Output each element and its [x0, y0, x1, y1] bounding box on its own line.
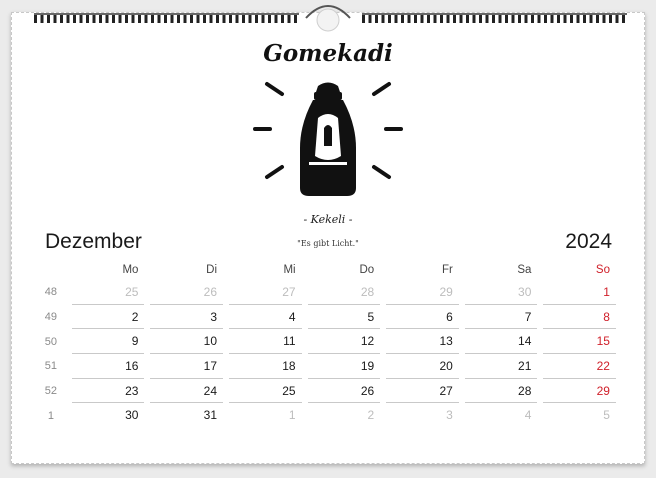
- day-number: 26: [360, 383, 375, 398]
- day-number: 15: [596, 334, 610, 349]
- day-number: 14: [518, 334, 532, 349]
- spiral-ring: [453, 14, 456, 23]
- spiral-ring: [47, 14, 50, 23]
- spiral-ring: [401, 14, 404, 23]
- spiral-ring: [197, 14, 200, 23]
- day-cell[interactable]: [72, 379, 145, 404]
- spiral-ring: [151, 14, 154, 23]
- spiral-ring: [466, 14, 469, 23]
- day-number: 28: [518, 383, 532, 398]
- day-cell[interactable]: [543, 354, 616, 379]
- day-number: 4: [288, 309, 296, 324]
- day-number: 10: [203, 334, 218, 349]
- weekday-fr: Fr: [441, 264, 453, 276]
- spiral-ring: [99, 14, 102, 23]
- spiral-ring: [275, 14, 278, 23]
- day-number: 23: [125, 383, 139, 398]
- spiral-ring: [41, 14, 44, 23]
- week-number: 50: [44, 335, 58, 348]
- day-number: 24: [203, 383, 218, 398]
- week-number: 49: [44, 311, 58, 324]
- year-label: 2024: [565, 230, 612, 253]
- week-row: [36, 305, 616, 330]
- spiral-ring: [138, 14, 141, 23]
- week-row: [36, 403, 616, 428]
- spiral-ring: [171, 14, 174, 23]
- spiral-ring: [577, 14, 580, 23]
- day-cell[interactable]: [72, 280, 145, 305]
- spiral-ring: [210, 14, 213, 23]
- day-cell[interactable]: [308, 403, 381, 428]
- spiral-ring: [249, 14, 252, 23]
- spiral-ring: [460, 14, 463, 23]
- day-number: 3: [446, 408, 453, 423]
- spiral-ring: [216, 14, 219, 23]
- calendar-title: Gomekadi: [263, 40, 393, 67]
- day-cell[interactable]: [72, 354, 145, 379]
- spiral-ring: [570, 14, 573, 23]
- spiral-ring: [616, 14, 619, 23]
- month-grid: [36, 260, 616, 428]
- day-cell[interactable]: [150, 403, 223, 428]
- day-cell[interactable]: [308, 354, 381, 379]
- spiral-ring: [132, 14, 135, 23]
- day-cell[interactable]: [150, 305, 223, 330]
- spiral-ring: [583, 14, 586, 23]
- spiral-ring: [112, 14, 115, 23]
- week-number: 1: [47, 409, 54, 422]
- day-number: 19: [360, 359, 375, 374]
- day-number: 13: [439, 334, 453, 349]
- week-row: [36, 379, 616, 404]
- spiral-ring: [268, 14, 271, 23]
- spiral-ring: [512, 14, 515, 23]
- week-number: 48: [44, 286, 58, 299]
- spiral-ring: [177, 14, 180, 23]
- day-number: 29: [596, 383, 610, 398]
- day-cell[interactable]: [465, 329, 538, 354]
- day-number: 31: [203, 408, 218, 423]
- spiral-ring: [479, 14, 482, 23]
- spiral-ring: [603, 14, 606, 23]
- day-cell[interactable]: [386, 329, 459, 354]
- spiral-ring: [622, 14, 625, 23]
- day-cell[interactable]: [386, 305, 459, 330]
- spiral-ring: [294, 14, 297, 23]
- day-number: 6: [446, 309, 453, 324]
- day-number: 18: [282, 359, 296, 374]
- spiral-ring: [440, 14, 443, 23]
- day-cell[interactable]: [308, 280, 381, 305]
- illustration-quote: "Es gibt Licht.": [297, 239, 359, 248]
- day-cell[interactable]: [386, 354, 459, 379]
- day-cell[interactable]: [465, 305, 538, 330]
- day-cell[interactable]: [465, 403, 538, 428]
- spiral-ring: [531, 14, 534, 23]
- day-number: 16: [125, 359, 139, 374]
- day-cell[interactable]: [543, 280, 616, 305]
- spiral-ring: [281, 14, 284, 23]
- weekday-header: [36, 260, 616, 280]
- spiral-ring: [34, 14, 37, 23]
- week-row: [36, 354, 616, 379]
- spiral-ring: [203, 14, 206, 23]
- day-cell[interactable]: [386, 403, 459, 428]
- lantern-icon: [243, 76, 413, 202]
- day-cell[interactable]: [465, 379, 538, 404]
- spiral-ring: [164, 14, 167, 23]
- spiral-ring: [492, 14, 495, 23]
- weekday-sa: Sa: [517, 264, 532, 276]
- spiral-ring: [414, 14, 417, 23]
- day-cell[interactable]: [543, 305, 616, 330]
- spiral-ring: [73, 14, 76, 23]
- spiral-ring: [609, 14, 612, 23]
- day-number: 7: [524, 309, 532, 324]
- spiral-ring: [434, 14, 437, 23]
- spiral-ring: [362, 14, 365, 23]
- day-number: 29: [439, 285, 453, 299]
- spiral-ring: [375, 14, 378, 23]
- spiral-ring: [106, 14, 109, 23]
- day-number: 1: [603, 285, 610, 299]
- day-number: 25: [282, 383, 296, 398]
- spiral-ring: [229, 14, 232, 23]
- spiral-ring: [86, 14, 89, 23]
- weekday-so: So: [595, 264, 610, 276]
- day-cell[interactable]: [229, 280, 302, 305]
- weekday-mi: Mi: [283, 264, 296, 276]
- weekday-do: Do: [359, 264, 375, 276]
- day-number: 22: [596, 359, 610, 374]
- day-cell[interactable]: [543, 403, 616, 428]
- spiral-ring: [119, 14, 122, 23]
- day-number: 9: [131, 334, 139, 349]
- day-number: 30: [518, 285, 532, 299]
- spiral-ring: [518, 14, 521, 23]
- spiral-wire: [362, 13, 627, 15]
- day-number: 11: [283, 334, 296, 349]
- day-number: 28: [360, 285, 375, 299]
- spiral-ring: [590, 14, 593, 23]
- month-label: Dezember: [45, 230, 142, 253]
- spiral-ring: [395, 14, 398, 23]
- day-cell[interactable]: [386, 280, 459, 305]
- day-number: 5: [603, 408, 610, 423]
- day-number: 2: [367, 408, 375, 423]
- day-cell[interactable]: [308, 329, 381, 354]
- day-number: 26: [203, 285, 218, 299]
- spiral-ring: [184, 14, 187, 23]
- spiral-ring: [60, 14, 63, 23]
- day-cell[interactable]: [72, 305, 145, 330]
- day-number: 2: [131, 309, 139, 324]
- spiral-ring: [369, 14, 372, 23]
- day-cell[interactable]: [465, 354, 538, 379]
- day-number: 27: [282, 285, 296, 299]
- spiral-ring: [54, 14, 57, 23]
- day-number: 25: [125, 285, 139, 299]
- spiral-ring: [158, 14, 161, 23]
- day-cell[interactable]: [72, 403, 145, 428]
- day-cell[interactable]: [229, 329, 302, 354]
- spiral-ring: [262, 14, 265, 23]
- spiral-ring: [557, 14, 560, 23]
- day-number: 5: [367, 309, 375, 324]
- spiral-ring: [505, 14, 508, 23]
- spiral-ring: [125, 14, 128, 23]
- spiral-ring: [427, 14, 430, 23]
- illustration-caption: - Kekeli -: [303, 213, 353, 226]
- spiral-ring: [525, 14, 528, 23]
- spiral-ring: [236, 14, 239, 23]
- day-cell[interactable]: [150, 280, 223, 305]
- day-cell[interactable]: [150, 329, 223, 354]
- day-cell[interactable]: [308, 379, 381, 404]
- spiral-ring: [93, 14, 96, 23]
- spiral-ring: [421, 14, 424, 23]
- day-number: 4: [524, 408, 532, 423]
- spiral-ring: [447, 14, 450, 23]
- spiral-ring: [408, 14, 411, 23]
- day-number: 8: [603, 309, 610, 324]
- spiral-ring: [288, 14, 291, 23]
- day-cell[interactable]: [308, 305, 381, 330]
- spiral-ring: [486, 14, 489, 23]
- spiral-ring: [499, 14, 502, 23]
- day-cell[interactable]: [543, 379, 616, 404]
- day-cell[interactable]: [229, 403, 302, 428]
- spiral-ring: [544, 14, 547, 23]
- day-number: 12: [360, 334, 375, 349]
- spiral-ring: [80, 14, 83, 23]
- day-number: 21: [518, 359, 532, 374]
- day-number: 3: [210, 309, 218, 324]
- spiral-ring: [388, 14, 391, 23]
- spiral-ring: [190, 14, 193, 23]
- spiral-ring: [242, 14, 245, 23]
- day-number: 20: [439, 359, 453, 374]
- spiral-ring: [473, 14, 476, 23]
- spiral-ring: [538, 14, 541, 23]
- spiral-ring: [596, 14, 599, 23]
- spiral-binding: [0, 0, 656, 34]
- spiral-wire: [34, 13, 299, 15]
- spiral-ring: [145, 14, 148, 23]
- day-cell[interactable]: [229, 354, 302, 379]
- day-number: 1: [288, 408, 296, 423]
- day-cell[interactable]: [229, 305, 302, 330]
- day-number: 27: [439, 383, 453, 398]
- day-cell[interactable]: [72, 329, 145, 354]
- weekday-mo: Mo: [122, 264, 139, 276]
- weekday-di: Di: [206, 264, 218, 276]
- day-cell[interactable]: [150, 379, 223, 404]
- spiral-ring: [564, 14, 567, 23]
- day-cell[interactable]: [229, 379, 302, 404]
- week-row: [36, 280, 616, 305]
- day-number: 17: [203, 359, 218, 374]
- spiral-ring: [382, 14, 385, 23]
- spiral-ring: [223, 14, 226, 23]
- week-number: 52: [44, 385, 58, 398]
- day-cell[interactable]: [386, 379, 459, 404]
- spiral-ring: [551, 14, 554, 23]
- week-row: [36, 329, 616, 354]
- week-number: 51: [44, 360, 58, 373]
- spiral-ring: [255, 14, 258, 23]
- day-cell[interactable]: [543, 329, 616, 354]
- day-number: 30: [125, 408, 139, 423]
- spiral-ring: [67, 14, 70, 23]
- day-cell[interactable]: [465, 280, 538, 305]
- day-cell[interactable]: [150, 354, 223, 379]
